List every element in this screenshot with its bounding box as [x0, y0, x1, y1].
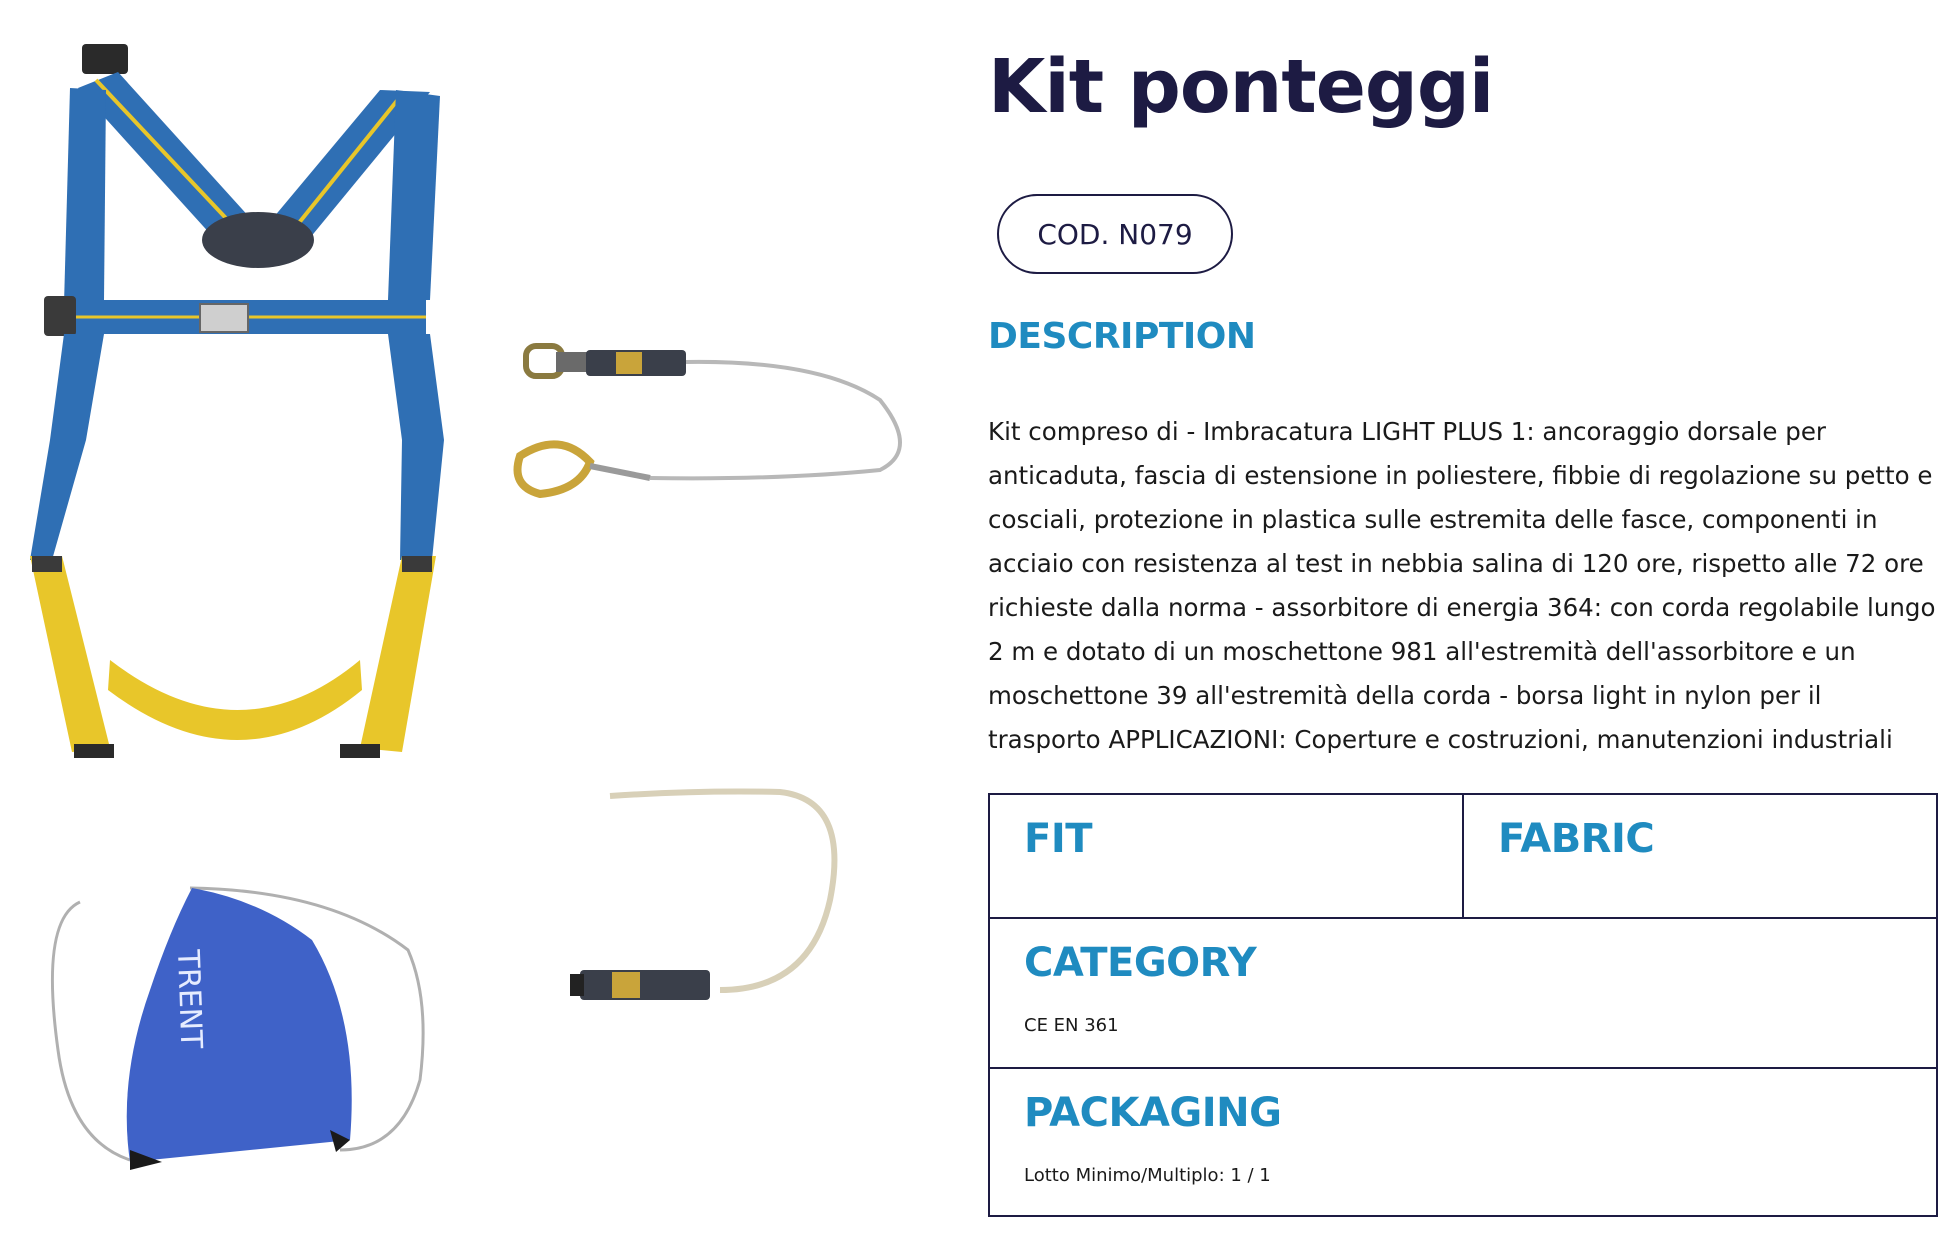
spec-fit-label: FIT [1024, 816, 1092, 862]
specs-row-fit-fabric [990, 795, 1936, 919]
lanyard-image [518, 346, 901, 494]
spec-fabric [1464, 795, 1936, 917]
svg-text:TRENT: TRENT [170, 949, 209, 1050]
specs-table [988, 793, 1938, 1217]
product-description: Kit compreso di - Imbracatura LIGHT PLUS 1: ancoraggio dorsale per anticaduta, fascia di estensione in poliestere, fibbie di regolazione su petto e cosciali, protezione in plastica sulle estremita delle fasce, componenti in acciaio con resistenza al test in nebbia salina di 120 ore, rispetto alle 72 ore richieste dalla norma - assorbitore di energia 364: con corda regolabile lungo 2 m e dotato di un moschettone 981 all'estremità dell'assorbitore e un moschettone 39 all'estremità della corda - borsa light in nylon per il trasporto APPLICAZIONI: Coperture e costruzioni, manutenzioni industriali [988, 417, 1936, 754]
page-title: Kit ponteggi [988, 44, 1494, 130]
spec-category [990, 919, 1936, 1067]
spec-fit [990, 795, 1464, 917]
product-code-badge: COD. N079 [997, 194, 1233, 274]
description-heading: DESCRIPTION [988, 316, 1256, 357]
energy-absorber-image [570, 792, 834, 1001]
spec-fabric-label: FABRIC [1498, 816, 1655, 862]
bag-image [52, 888, 423, 1170]
spec-category-label: CATEGORY [1024, 940, 1257, 986]
spec-packaging [990, 1069, 1936, 1215]
harness-image [30, 44, 444, 758]
spec-packaging-label: PACKAGING [1024, 1090, 1282, 1136]
spec-packaging-value: Lotto Minimo/Multiplo: 1 / 1 [1024, 1165, 1271, 1186]
specs-row-category [990, 919, 1936, 1069]
spec-category-value: CE EN 361 [1024, 1015, 1119, 1036]
product-image [0, 0, 960, 1252]
product-details [988, 44, 1938, 754]
specs-row-packaging [990, 1069, 1936, 1215]
